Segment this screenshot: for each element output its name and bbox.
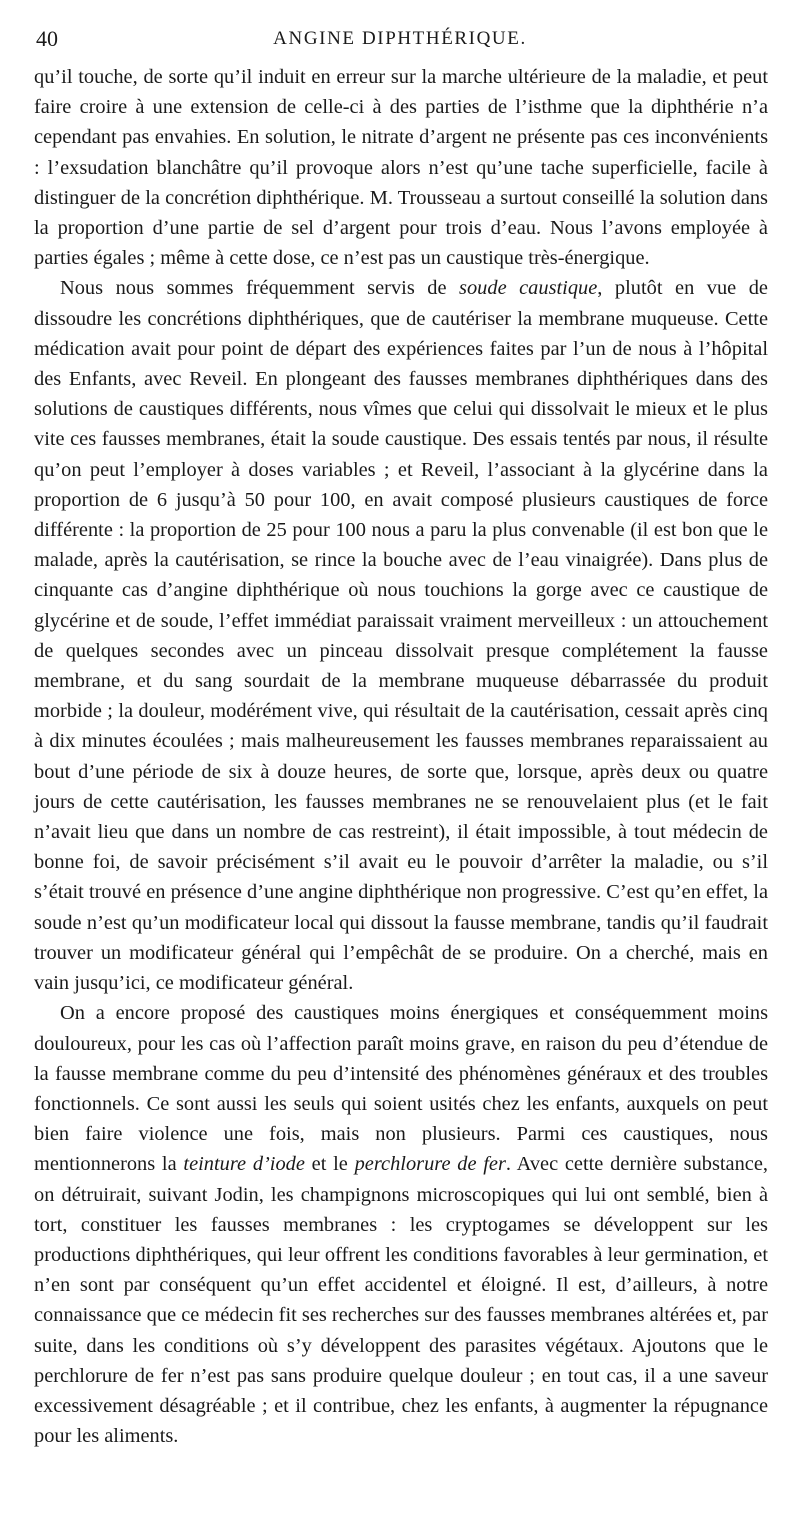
paragraph-text: , plutôt en vue de dissoudre les concrétions diphthériques, que de cautériser la membrane muqueuse. Cette médication avait pour point de départ des expériences faites par l’un de nous à l’hôpital des Enfants, avec Reveil. En plongeant des fausses membranes diphthériques dans des solutions de caustiques différents, nous vîmes que celui qui dissolvait le mieux et le plus vite ces fausses membranes, était la soude caustique. Des essais tentés par nous, il résulte qu’on peut l’employer à doses variables ; et Reveil, l’associant à la glycérine dans la proportion de 6 jusqu’à 50 pour 100, en avait composé plusieurs caustiques de force différente : la proportion de 25 pour 100 nous a paru la plus convenable (il est bon que le malade, après la cautérisation, se rince la bouche avec de l’eau vinaigrée). Dans plus de cinquante cas d’angine diphthérique où nous touchions la gorge avec ce caustique de glycérine et de soude, l’effet immédiat paraissait vraiment merveilleux : un attouchement de quelques secondes avec un pinceau dissolvait presque complétement la fausse membrane, et du sang sourdait de la membrane muqueuse débarrassée du produit morbide ; la douleur, modérément vive, qui résultait de la cautérisation, cessait après cinq à dix minutes écoulées ; mais malheureusement les fausses membranes reparaissaient au bout d’une période de six à douze heures, de sorte que, lorsque, après deux ou quatre jours de cette cautérisation, les fausses membranes ne se renouvelaient plus (et le fait n’avait lieu que dans un nombre de cas restreint), il était impossible, à tout médecin de bonne foi, de savoir précisément s’il avait eu le pouvoir d’arrêter la maladie, ou s’il s’était trouvé en présence d’une angine diphthérique non progressive. C’est qu’en effet, la soude n’est qu’un modificateur local qui dissout la fausse membrane, tandis qu’il faudrait trouver un modificateur général qui l’empêchât de se produire. On a cherché, mais en vain jusqu’ici, ce modificateur général. (34, 277, 768, 995)
page-header (34, 26, 766, 60)
italic-term-perchlorure: perchlorure de fer (354, 1153, 506, 1176)
paragraph-text: On a encore proposé des caustiques moins énergiques et conséquemment moins douloureux, pour les cas où l’affection paraît moins grave, en raison du peu d’étendue de la fausse membrane comme du peu d’intensité des phénomènes généraux et des troubles fonctionnels. Ce sont aussi les seuls qui soient usités chez les enfants, auxquels on peut bien faire violence une fois, mais non plusieurs. Parmi ces caustiques, nous mentionnerons la (34, 1002, 768, 1176)
italic-term-soude-caustique: soude caustique (459, 277, 598, 300)
paragraph-1 (34, 62, 768, 273)
paragraph-2 (34, 273, 768, 998)
page-body (34, 62, 768, 1451)
paragraph-3 (34, 998, 768, 1451)
running-title: ANGINE DIPHTHÉRIQUE. (273, 28, 527, 49)
italic-term-teinture-iode: teinture d’iode (183, 1153, 305, 1176)
paragraph-text: qu’il touche, de sorte qu’il induit en erreur sur la marche ultérieure de la maladie, et peut faire croire à une extension de celle-ci à des parties de l’isthme que la diphthérie n’a cependant pas envahies. En solution, le nitrate d’argent ne présente pas ces inconvénients : l’exsudation blanchâtre qu’il provoque alors n’est qu’une tache superficielle, facile à distinguer de la concrétion diphthérique. M. Trousseau a surtout conseillé la solution dans la proportion d’une partie de sel d’argent pour trois d’eau. Nous l’avons employée à parties égales ; même à cette dose, ce n’est pas un caustique très-énergique. (34, 66, 768, 270)
page-number: 40 (36, 26, 58, 51)
paragraph-text: et le (304, 1153, 355, 1176)
paragraph-text: . Avec cette dernière substance, on détruirait, suivant Jodin, les champignons microscopiques qui lui ont semblé, bien à tort, constituer les fausses membranes : les cryptogames se développent sur les productions diphthériques, qui leur offrent les conditions favorables à leur germination, et n’en sont par conséquent qu’un effet accidentel et éloigné. Il est, d’ailleurs, à notre connaissance que ce médecin fit ses recherches sur des fausses membranes altérées et, par suite, dans les conditions où s’y développent des parasites végétaux. Ajoutons que le perchlorure de fer n’est pas sans produire quelque douleur ; en tout cas, il a une saveur excessivement désagréable ; et il contribue, chez les enfants, à augmenter la répugnance pour les aliments. (34, 1153, 768, 1448)
paragraph-text: Nous nous sommes fréquemment servis de (60, 277, 460, 300)
